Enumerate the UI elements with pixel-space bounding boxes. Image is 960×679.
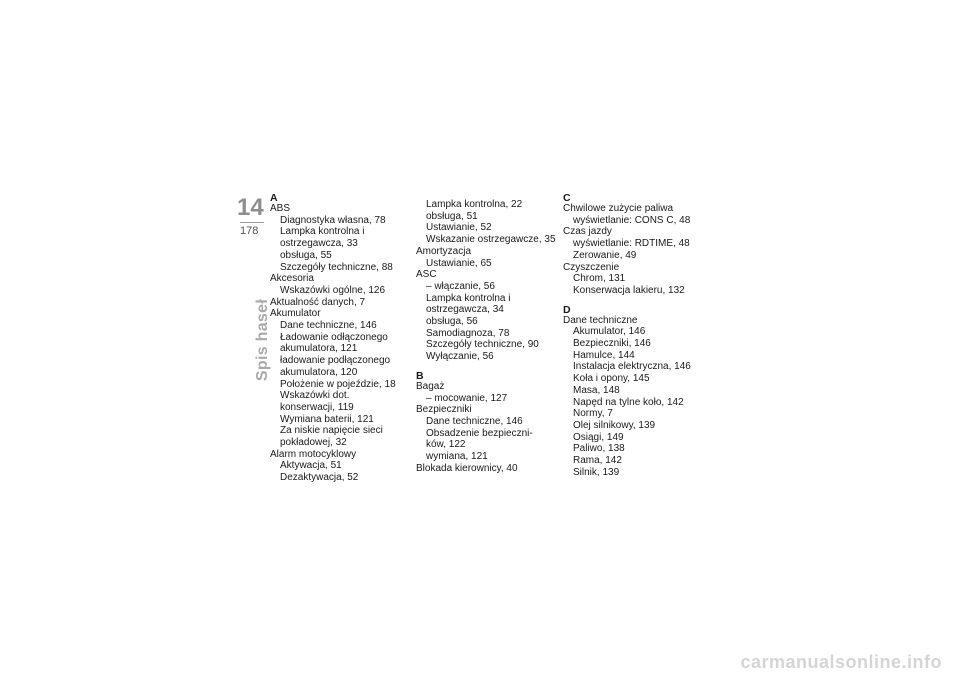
index-subentry: akumulatora, 121: [280, 343, 358, 355]
index-entry: Aktualność danych, 7: [270, 296, 366, 308]
index-letter-heading: D: [563, 303, 571, 316]
watermark: carmanualsonline.info: [740, 652, 942, 672]
index-subentry: Ładowanie odłączonego: [280, 331, 388, 343]
index-entry: Chwilowe zużycie paliwa: [563, 203, 674, 214]
index-subentry: Instalacja elektryczna, 146: [573, 361, 691, 373]
index-subentry: pokładowej, 32: [280, 437, 347, 449]
index-subentry: ków, 122: [426, 439, 466, 451]
index-subentry: Ustawianie, 52: [426, 222, 492, 234]
index-subentry: Szczegóły techniczne, 90: [426, 339, 539, 351]
index-subentry: akumulatora, 120: [280, 366, 358, 378]
index-subentry: obsługa, 55: [280, 249, 332, 261]
index-subentry: Zerowanie, 49: [573, 249, 637, 261]
section-title: Spis haseł: [254, 298, 271, 382]
index-subentry: Koła i opony, 145: [573, 373, 650, 385]
index-subentry: obsługa, 51: [426, 210, 478, 222]
index-entry: Czyszczenie: [563, 261, 620, 273]
index-subentry: obsługa, 56: [426, 316, 478, 328]
index-subentry: Wymiana baterii, 121: [280, 413, 374, 425]
index-subentry: konserwacji, 119: [280, 401, 354, 413]
index-subentry: wymiana, 121: [426, 451, 488, 463]
index-subentry: Ustawianie, 65: [426, 257, 492, 269]
index-subentry: Dane techniczne, 146: [280, 320, 377, 332]
index-subentry: Osiągi, 149: [573, 431, 624, 443]
index-entry: Bezpieczniki: [416, 404, 472, 416]
index-subentry: Normy, 7: [573, 408, 613, 420]
index-column-3: [563, 193, 713, 478]
index-subentry: Napęd na tylne koło, 142: [573, 396, 684, 408]
index-column-2: [416, 199, 566, 474]
index-subentry: Lampka kontrolna i: [426, 292, 511, 304]
index-subentry: Chrom, 131: [573, 273, 626, 285]
index-subentry: wyświetlanie: RDTIME, 48: [573, 238, 690, 250]
index-subentry: Masa, 148: [573, 384, 620, 396]
index-subentry: Obsadzenie bezpieczni-: [426, 427, 533, 439]
index-entry: Czas jazdy: [563, 226, 612, 238]
index-subentry: Paliwo, 138: [573, 443, 625, 455]
page-number: 178: [240, 225, 259, 237]
index-letter-heading: B: [416, 369, 424, 382]
index-entry: Blokada kierownicy, 40: [416, 462, 518, 474]
index-subentry: – włączanie, 56: [426, 280, 495, 292]
index-subentry: Wyłączanie, 56: [426, 351, 494, 363]
index-letter-heading: A: [270, 192, 278, 204]
index-subentry: Za niskie napięcie sieci: [280, 425, 383, 437]
index-subentry: Szczegóły techniczne, 88: [280, 261, 393, 273]
index-subentry: Dezaktywacja, 52: [280, 472, 359, 484]
index-entry: ABS: [270, 203, 291, 214]
index-letter-heading: C: [563, 192, 571, 204]
index-subentry: Diagnostyka własna, 78: [280, 214, 386, 226]
index-subentry: Rama, 142: [573, 455, 622, 467]
index-entry: Alarm motocyklowy: [270, 448, 357, 460]
index-subentry: – mocowanie, 127: [426, 392, 508, 404]
index-subentry: Bezpieczniki, 146: [573, 338, 651, 350]
index-subentry: Samodiagnoza, 78: [426, 327, 510, 339]
index-subentry: Dane techniczne, 146: [426, 415, 523, 427]
index-subentry: ostrzegawcza, 34: [426, 304, 504, 316]
index-subentry: Położenie w pojeździe, 18: [280, 378, 396, 390]
index-entry: Akcesoria: [270, 273, 314, 285]
index-subentry: Wskazówki dot.: [280, 390, 350, 402]
index-subentry: Aktywacja, 51: [280, 460, 342, 472]
index-subentry: ostrzegawcza, 33: [280, 238, 358, 250]
chapter-number: 14: [237, 194, 264, 221]
index-entry: ASC: [416, 269, 437, 281]
index-subentry: Akumulator, 146: [573, 326, 646, 338]
index-subentry: ładowanie podłączonego: [280, 355, 391, 367]
index-subentry: Silnik, 139: [573, 466, 620, 478]
index-entry: Akumulator: [270, 308, 321, 320]
index-column-1: [270, 193, 420, 484]
index-subentry: Hamulce, 144: [573, 349, 635, 361]
chapter-divider: [240, 222, 264, 223]
index-entry: Bagaż: [416, 380, 445, 392]
index-subentry: Lampka kontrolna, 22: [426, 199, 523, 210]
index-subentry: Lampka kontrolna i: [280, 226, 365, 238]
index-subentry: wyświetlanie: CONS C, 48: [573, 214, 691, 226]
index-subentry: Wskazówki ogólne, 126: [280, 284, 386, 296]
index-subentry: Wskazanie ostrzegawcze, 35: [426, 234, 556, 246]
index-entry: Amortyzacja: [416, 245, 472, 257]
index-subentry: Konserwacja lakieru, 132: [573, 284, 685, 296]
index-entry: Dane techniczne: [563, 314, 638, 326]
index-subentry: Olej silnikowy, 139: [573, 419, 656, 431]
